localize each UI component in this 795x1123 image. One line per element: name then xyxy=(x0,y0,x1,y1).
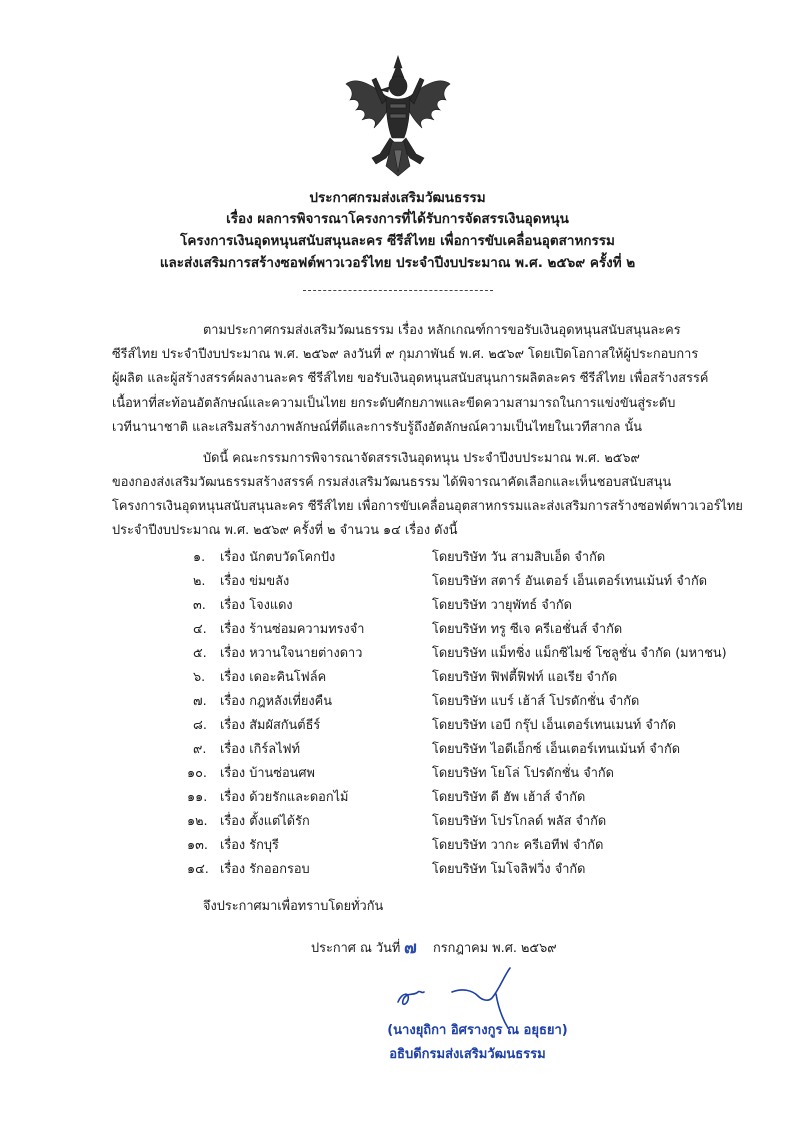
list-item xyxy=(0,786,795,810)
item-number: ๙. xyxy=(193,742,207,757)
garuda-emblem-icon xyxy=(342,54,454,178)
item-number: ๑. xyxy=(193,550,206,565)
item-company: โดยบริษัท โมโจลิฟวิ่ง จำกัด xyxy=(432,862,586,877)
list-item xyxy=(0,810,795,834)
item-title: เรื่อง เดอะคินโฟล์ค xyxy=(220,670,327,685)
list-item xyxy=(0,858,795,882)
item-number: ๖. xyxy=(193,670,206,685)
item-title: เรื่อง บ้านซ่อนศพ xyxy=(220,766,315,781)
item-number: ๘. xyxy=(193,718,207,733)
list-item xyxy=(0,546,795,570)
closing-statement: จึงประกาศมาเพื่อทราบโดยทั่วกัน xyxy=(203,899,384,914)
item-number: ๕. xyxy=(193,646,207,661)
announcement-subject: เรื่อง ผลการพิจารณาโครงการที่ได้รับการจัดสรรเงินอุดหนุน xyxy=(226,211,569,227)
list-item xyxy=(0,666,795,690)
date-prefix: ประกาศ ณ วันที่ xyxy=(311,941,401,956)
item-title: เรื่อง สัมผัสกันต์ธีร์ xyxy=(220,718,321,733)
item-title: เรื่อง ตั้งแต่ได้รัก xyxy=(220,814,310,829)
paragraph1-line: ตามประกาศกรมส่งเสริมวัฒนธรรม เรื่อง หลักเกณฑ์การขอรับเงินอุดหนุนสนับสนุนละคร xyxy=(203,323,681,338)
list-item xyxy=(0,714,795,738)
announcement-project-title: โครงการเงินอุดหนุนสนับสนุนละคร ซีรีส์ไทย เพื่อการขับเคลื่อนอุตสาหกรรม xyxy=(180,233,615,249)
item-title: เรื่อง ร้านซ่อมความทรงจำ xyxy=(220,622,365,637)
item-company: โดยบริษัท สตาร์ อันเตอร์ เอ็นเตอร์เทนเม้นท์ จำกัด xyxy=(432,574,708,589)
item-number: ๑๒. xyxy=(187,814,208,829)
item-company: โดยบริษัท ดี ฮัพ เฮ้าส์ จำกัด xyxy=(432,790,586,805)
list-item xyxy=(0,618,795,642)
paragraph2-line: โครงการเงินอุดหนุนสนับสนุนละคร ซีรีส์ไทย เพื่อการขับเคลื่อนอุตสาหกรรมและส่งเสริมการสร้างซอฟต์พาวเวอร์ไทย xyxy=(112,499,743,514)
item-company: โดยบริษัท แม็ทชิ่ง แม็กซิไมซ์ โซลูชั่น จำกัด (มหาชน) xyxy=(432,646,727,661)
item-title: เรื่อง โจงแดง xyxy=(220,598,293,613)
item-company: โดยบริษัท แบร์ เฮ้าส์ โปรดักชั่น จำกัด xyxy=(432,694,640,709)
date-month-year: กรกฎาคม พ.ศ. ๒๕๖๙ xyxy=(433,941,557,956)
item-title: เรื่อง รักบุรี xyxy=(220,838,279,853)
paragraph1-line: เนื้อหาที่สะท้อนอัตลักษณ์และความเป็นไทย ยกระดับศักยภาพและขีดความสามารถในการแข่งขันสู่ระดับ xyxy=(112,396,676,411)
paragraph2-line: ของกองส่งเสริมวัฒนธรรมสร้างสรรค์ กรมส่งเสริมวัฒนธรรม ได้พิจารณาคัดเลือกและเห็นชอบสนับสนุน xyxy=(112,475,672,490)
list-item xyxy=(0,690,795,714)
announcement-project-title-cont: และส่งเสริมการสร้างซอฟต์พาวเวอร์ไทย ประจำปีงบประมาณ พ.ศ. ๒๕๖๙ ครั้งที่ ๒ xyxy=(159,255,636,271)
item-company: โดยบริษัท ทรู ซีเจ ครีเอชั่นส์ จำกัด xyxy=(432,622,623,637)
date-day: ๗ xyxy=(404,938,417,958)
item-company: โดยบริษัท ไอดีเอ็กซ์ เอ็นเตอร์เทนเม้นท์ จำกัด xyxy=(432,742,681,757)
item-company: โดยบริษัท ฟิฟตี้ฟิฟท์ แอเรีย จำกัด xyxy=(432,670,618,685)
item-title: เรื่อง ข่มขลัง xyxy=(220,574,290,589)
list-item xyxy=(0,642,795,666)
item-company: โดยบริษัท เอบี กรุ๊ป เอ็นเตอร์เทนเมนท์ จำกัด xyxy=(432,718,677,733)
item-number: ๑๑. xyxy=(187,790,208,805)
announcement-issuer: ประกาศกรมส่งเสริมวัฒนธรรม xyxy=(309,190,486,206)
item-number: ๒. xyxy=(193,574,206,589)
paragraph1-line: ผู้ผลิต และผู้สร้างสรรค์ผลงานละคร ซีรีส์ไทย ขอรับเงินอุดหนุนสนับสนุนการผลิตละคร ซีรีส์ไทย เพื่อสร้างสรรค์ xyxy=(112,371,709,386)
item-company: โดยบริษัท โยโล่ โปรดักชั่น จำกัด xyxy=(432,766,614,781)
list-item xyxy=(0,594,795,618)
item-number: ๑๐. xyxy=(187,766,208,781)
item-company: โดยบริษัท วายุพัทธ์ จำกัด xyxy=(432,598,572,613)
paragraph1-line: ซีรีส์ไทย ประจำปีงบประมาณ พ.ศ. ๒๕๖๙ ลงวันที่ ๙ กุมภาพันธ์ พ.ศ. ๒๕๖๙ โดยเปิดโอกาสให้ผู้ประกอบการ xyxy=(112,347,699,362)
item-company: โดยบริษัท วัน สามสิบเอ็ด จำกัด xyxy=(432,550,606,565)
item-number: ๑๔. xyxy=(187,862,209,877)
signer-name: (นางยุถิกา อิศรางกูร ณ อยุธยา) xyxy=(387,1023,568,1038)
item-company: โดยบริษัท โปรโกลด์ พลัส จำกัด xyxy=(432,814,607,829)
paragraph2-line: ประจำปีงบประมาณ พ.ศ. ๒๕๖๙ ครั้งที่ ๒ จำนวน ๑๔ เรื่อง ดังนี้ xyxy=(112,523,458,538)
list-item xyxy=(0,738,795,762)
item-title: เรื่อง เกิร์ลไฟท์ xyxy=(220,742,301,757)
item-number: ๓. xyxy=(193,598,206,613)
item-number: ๑๓. xyxy=(187,838,208,853)
list-item xyxy=(0,834,795,858)
item-number: ๗. xyxy=(193,694,207,709)
heading-divider xyxy=(303,290,493,291)
item-title: เรื่อง กฎหลังเที่ยงคืน xyxy=(220,694,332,709)
list-item xyxy=(0,762,795,786)
item-title: เรื่อง หวานใจนายต่างดาว xyxy=(220,646,363,661)
paragraph2-line: บัดนี้ คณะกรรมการพิจารณาจัดสรรเงินอุดหนุน ประจำปีงบประมาณ พ.ศ. ๒๕๖๙ xyxy=(203,451,640,466)
item-number: ๔. xyxy=(193,622,207,637)
signer-title: อธิบดีกรมส่งเสริมวัฒนธรรม xyxy=(389,1047,546,1062)
item-title: เรื่อง นักตบวัดโคกปัง xyxy=(220,550,336,565)
item-company: โดยบริษัท วากะ ครีเอทีฟ จำกัด xyxy=(432,838,604,853)
item-title: เรื่อง รักออกรอบ xyxy=(220,862,310,877)
item-title: เรื่อง ด้วยรักและดอกไม้ xyxy=(220,790,349,805)
list-item xyxy=(0,570,795,594)
paragraph1-line: เวทีนานาชาติ และเสริมสร้างภาพลักษณ์ที่ดีและการรับรู้ถึงอัตลักษณ์ความเป็นไทยในเวทีสากล นั้น xyxy=(112,420,643,435)
